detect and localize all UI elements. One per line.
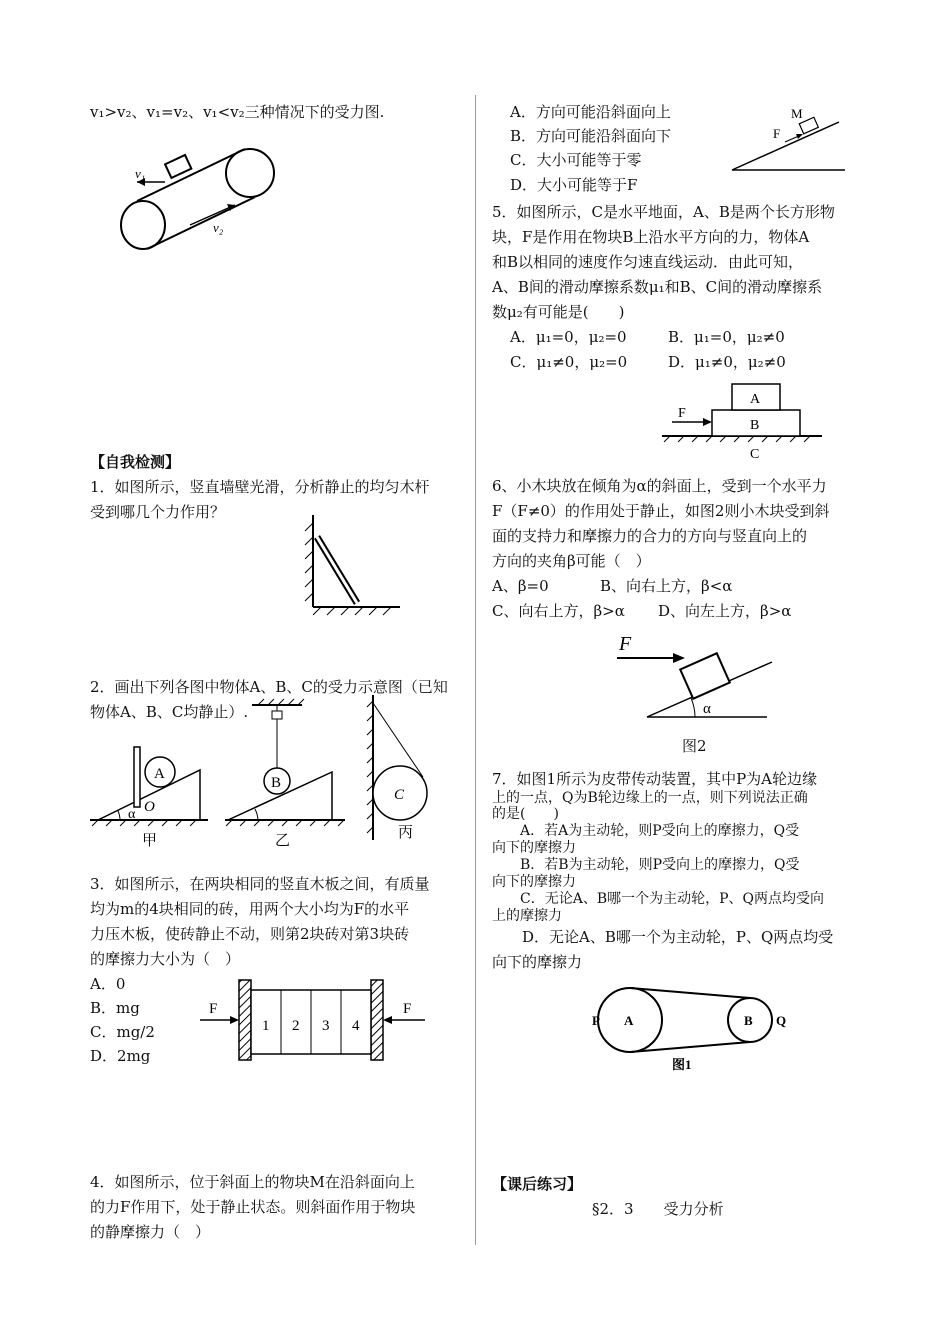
incline-force-figure — [617, 630, 777, 725]
brick-3: 3 — [322, 1018, 330, 1034]
brick-4: 4 — [352, 1018, 360, 1034]
q3-line2: 均为m的4块相同的砖，用两个大小均为F的水平 — [90, 900, 410, 918]
belt-p-label: P — [592, 1013, 600, 1028]
q2-line2: 物体A、B、C均静止）. — [90, 703, 249, 721]
q5-option-a: A．μ₁=0，μ₂=0 — [510, 328, 627, 346]
q1-line1: 1．如图所示，竖直墙壁光滑，分析静止的均匀木杆 — [90, 478, 430, 496]
fig-yi-label: 乙 — [275, 833, 291, 849]
ground-c-label: C — [750, 447, 760, 462]
q5-line3: 和B以相同的速度作匀速直线运动．由此可知， — [492, 253, 804, 271]
brick-2: 2 — [292, 1018, 300, 1034]
q2-line1: 2．画出下列各图中物体A、B、C的受力示意图（已知 — [90, 678, 448, 696]
brick-1: 1 — [262, 1018, 270, 1034]
q6-option-d: D、向左上方，β>α — [658, 602, 792, 620]
q6-option-a: A、β=0 — [492, 577, 549, 595]
q4-option-d: D．大小可能等于F — [510, 176, 638, 194]
brick-f-right: F — [403, 1001, 412, 1017]
brick-f-left: F — [209, 1001, 218, 1017]
q7-line2: 上的一点，Q为B轮边缘上的一点，则下列说法正确 — [492, 790, 808, 806]
q1-line2: 受到哪几个力作用？ — [90, 503, 226, 521]
fig-jia-alpha: α — [128, 807, 136, 822]
q3-line3: 力压木板，使砖静止不动，则第2块砖对第3块砖 — [90, 925, 410, 943]
q4-line1: 4．如图所示，位于斜面上的物块M在沿斜面向上 — [90, 1173, 415, 1191]
q5-option-c: C．μ₁≠0，μ₂=0 — [510, 353, 628, 371]
q6-option-b: B、向右上方，β<α — [600, 577, 733, 595]
q6-option-c: C、向右上方，β>α — [492, 602, 625, 620]
q5-line5: 数μ₂有可能是( ) — [492, 303, 625, 321]
q7-option-b-2: 向下的摩擦力 — [492, 874, 576, 890]
q7-line1: 7．如图1所示为皮带传动装置，其中P为A轮边缘 — [492, 770, 818, 788]
q3-line4: 的摩擦力大小为（ ） — [90, 950, 241, 968]
fig-jia-o: O — [144, 799, 155, 815]
q7-line3: 的是( ) — [492, 806, 559, 822]
q7-option-c-2: 上的摩擦力 — [492, 908, 562, 924]
block-a-label: A — [750, 392, 761, 407]
q7-option-d-2: 向下的摩擦力 — [492, 953, 583, 971]
belt-caption: 图1 — [672, 1057, 692, 1072]
q4-option-b: B．方向可能沿斜面向下 — [510, 127, 672, 145]
fig-jia-a: A — [154, 766, 165, 782]
incline-f-label: F — [773, 126, 781, 141]
q6-line2: F（F≠0）的作用处于静止，如图2则小木块受到斜 — [492, 502, 830, 520]
self-check-heading: 【自我检测】 — [90, 453, 181, 471]
v2-label: v₂ — [213, 220, 224, 235]
q5-line4: A、B间的滑动摩擦系数μ₁和B、C间的滑动摩擦系 — [492, 278, 823, 296]
incline-force-alpha: α — [703, 701, 711, 717]
q3-option-d: D．2mg — [90, 1047, 151, 1065]
v1-label: v₁ — [135, 166, 146, 181]
q7-option-a-1: A．若A为主动轮，则P受向上的摩擦力，Q受 — [492, 823, 800, 839]
bricks-figure — [195, 975, 430, 1065]
q7-option-b-1: B．若B为主动轮，则P受向上的摩擦力，Q受 — [492, 857, 800, 873]
block-f-label: F — [678, 406, 686, 421]
belt-drive-figure — [592, 985, 792, 1075]
fig-bing-label: 丙 — [398, 825, 414, 841]
blocks-figure — [662, 378, 827, 463]
q2-figures — [90, 695, 435, 850]
q6-line4: 方向的夹角β可能（ ） — [492, 552, 651, 570]
belt-a-label: A — [624, 1013, 634, 1028]
after-class-heading: 【课后练习】 — [492, 1175, 583, 1193]
q3-line1: 3．如图所示，在两块相同的竖直木板之间，有质量 — [90, 875, 430, 893]
q4-line2: 的力F作用下，处于静止状态。则斜面作用于物块 — [90, 1198, 416, 1216]
fig2-caption: 图2 — [682, 737, 707, 755]
q4-option-c: C．大小可能等于零 — [510, 151, 642, 169]
fig-yi-b: B — [271, 775, 282, 791]
q3-option-c: C．mg/2 — [90, 1023, 155, 1041]
incline-force-f: F — [619, 633, 632, 655]
q5-line2: 块，F是作用在物块B上沿水平方向的力，物体A — [492, 228, 810, 246]
fig-jia-label: 甲 — [142, 833, 158, 849]
q5-option-b: B．μ₁=0，μ₂≠0 — [668, 328, 785, 346]
q5-option-d: D．μ₁≠0，μ₂≠0 — [668, 353, 786, 371]
q5-line1: 5．如图所示，C是水平地面，A、B是两个长方形物 — [492, 203, 835, 221]
conveyor-figure — [115, 140, 295, 250]
q7-option-d-1: D．无论A、B哪一个为主动轮，P、Q两点均受 — [492, 928, 834, 946]
q7-option-c-1: C．无论A、B哪一个为主动轮，P、Q两点均受向 — [492, 891, 825, 907]
block-b-label: B — [750, 418, 760, 433]
q7-option-a-2: 向下的摩擦力 — [492, 840, 576, 856]
q6-line3: 面的支持力和摩擦力的合力的方向与竖直向上的 — [492, 527, 808, 545]
section-title: §2．3 受力分析 — [592, 1200, 724, 1218]
q6-line1: 6、小木块放在倾角为α的斜面上，受到一个水平力 — [492, 477, 827, 495]
q3-option-a: A．0 — [90, 975, 126, 993]
incline-m-label: M — [791, 106, 803, 121]
incline-m-figure — [727, 100, 847, 175]
q4-option-a: A．方向可能沿斜面向上 — [510, 103, 671, 121]
intro-text: v₁>v₂、v₁=v₂、v₁<v₂三种情况下的受力图. — [90, 103, 385, 121]
belt-q-label: Q — [776, 1013, 787, 1028]
belt-b-label: B — [744, 1013, 753, 1028]
fig-bing-c: C — [394, 787, 405, 803]
column-divider — [475, 95, 476, 1245]
q3-option-b: B．mg — [90, 999, 140, 1017]
wall-rod-figure — [305, 515, 405, 615]
q4-line3: 的静摩擦力（ ） — [90, 1223, 211, 1241]
